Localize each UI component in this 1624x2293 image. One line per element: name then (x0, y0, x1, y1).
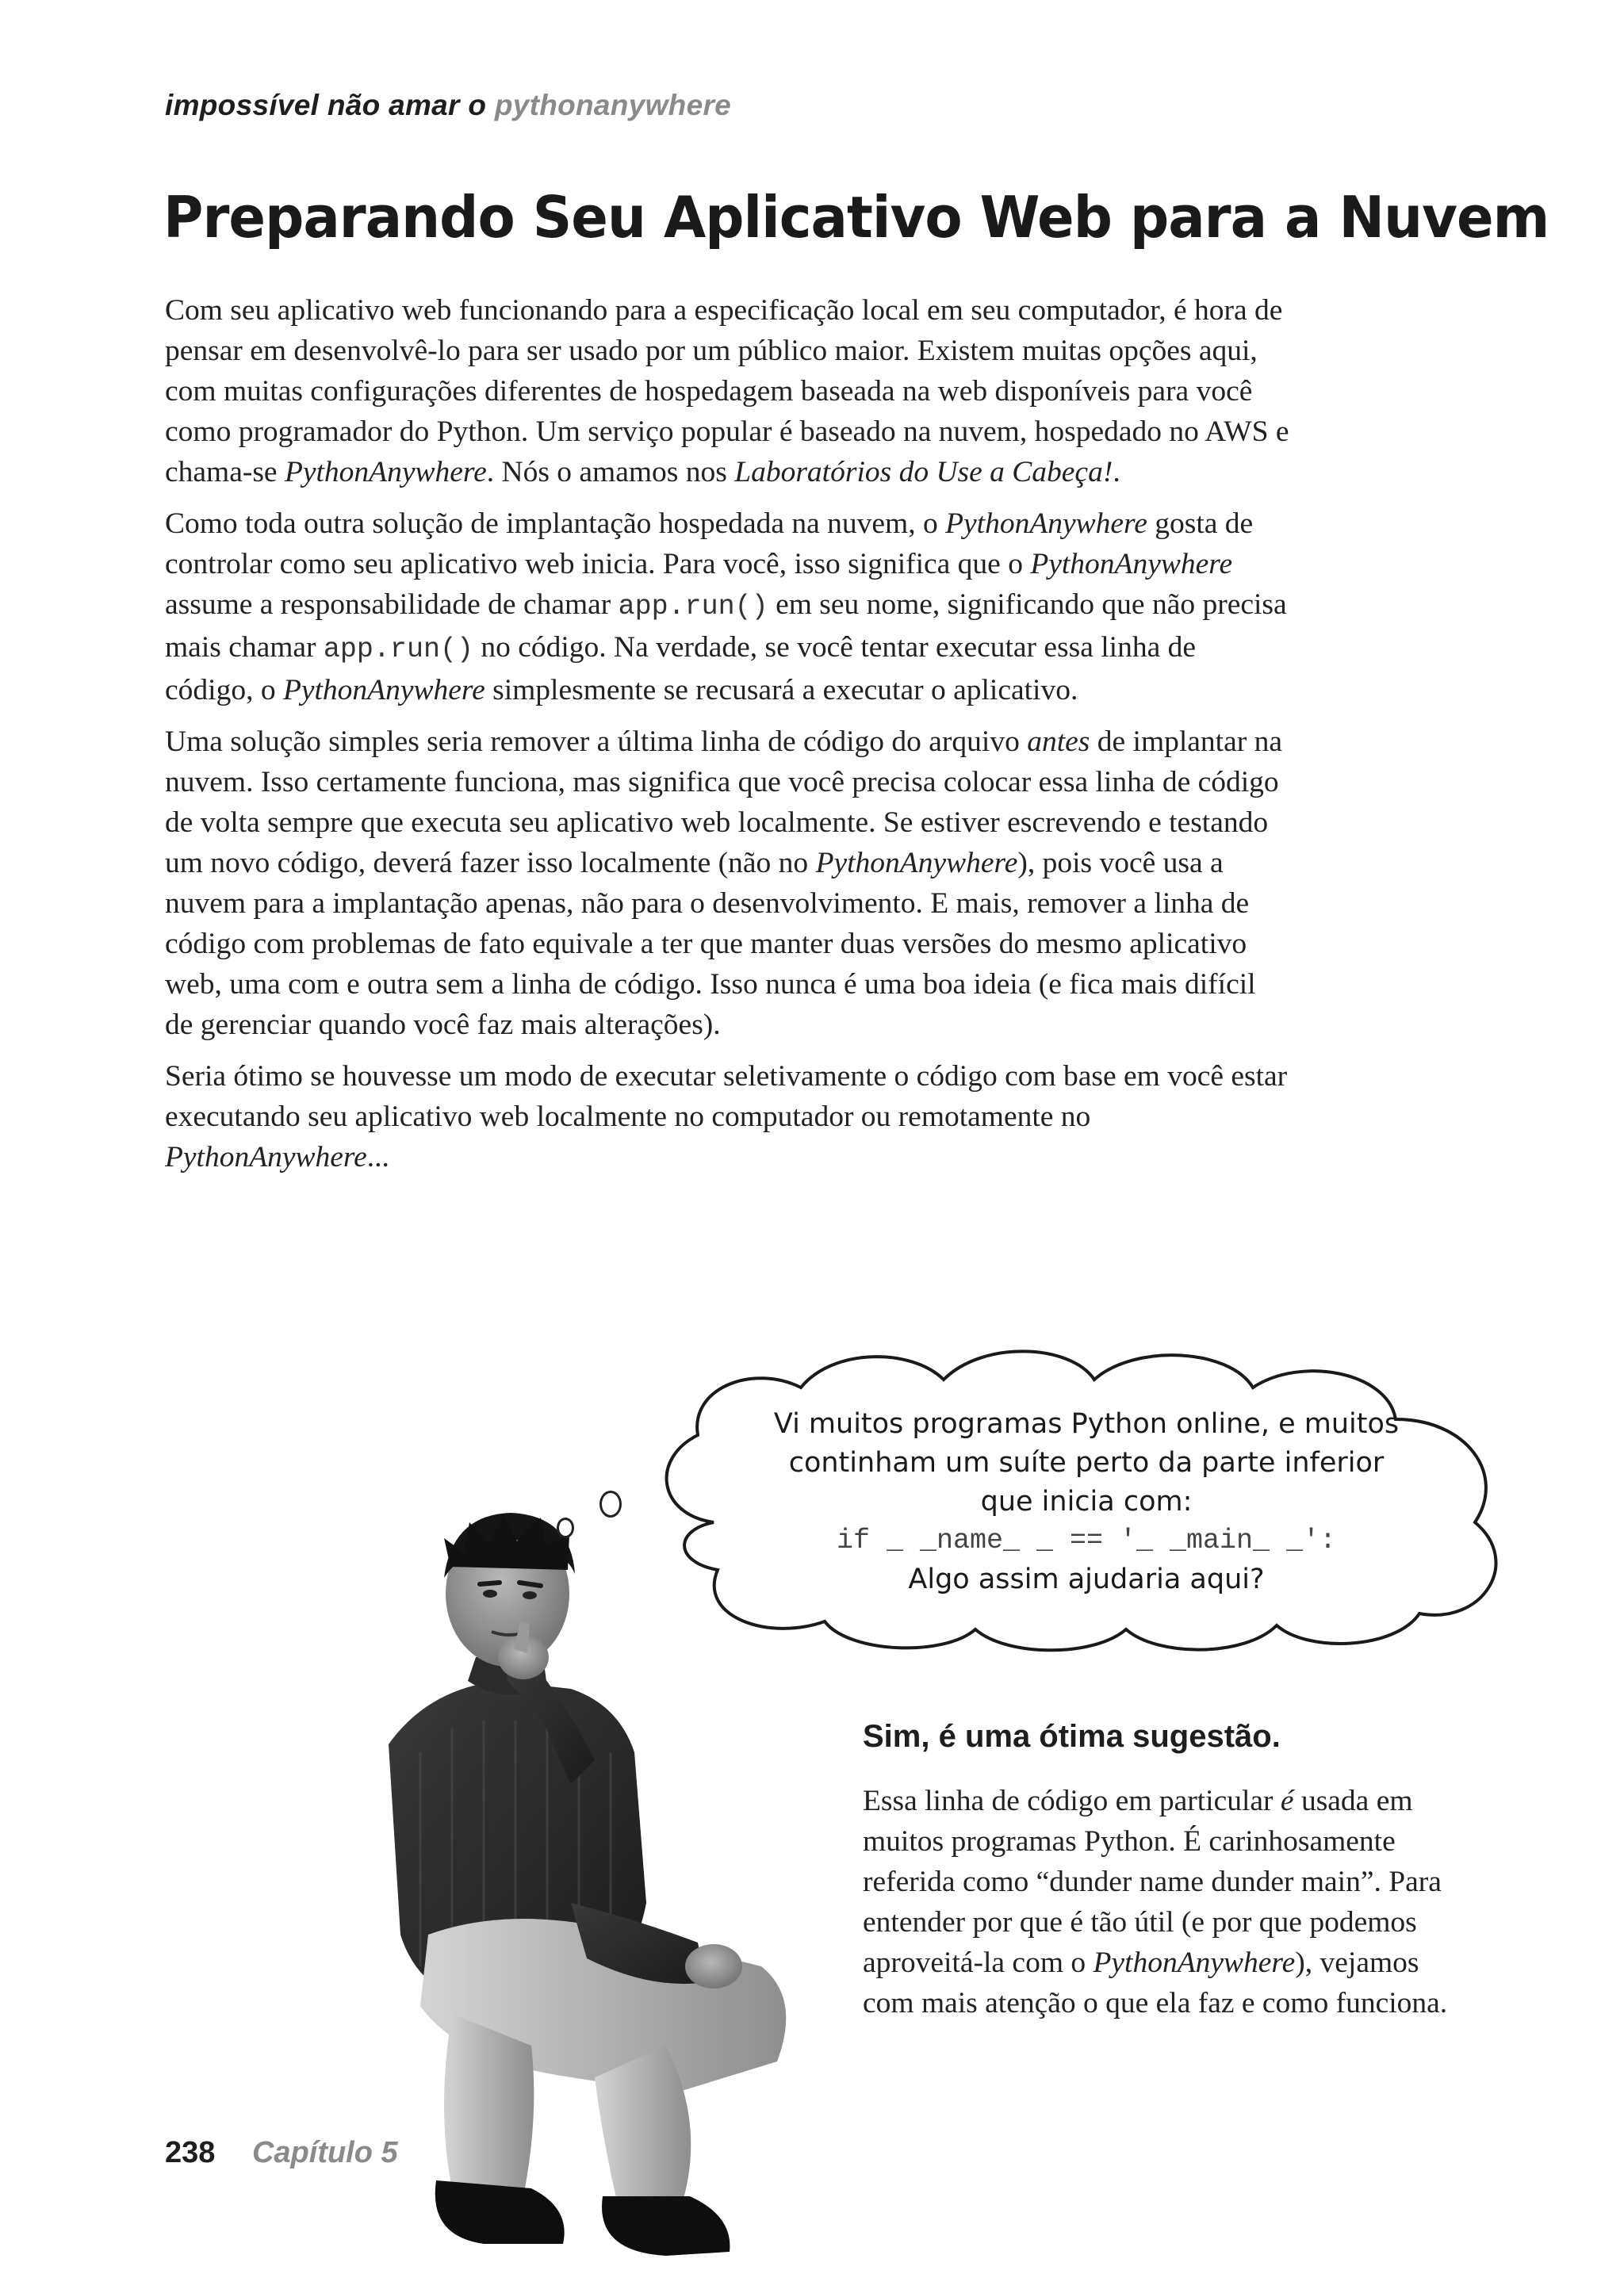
bubble-line: que inicia com: (980, 1486, 1193, 1518)
inline-code: app.run() (618, 591, 768, 622)
paragraph-3 (165, 722, 1289, 1045)
page-title: Preparando Seu Aplicativo Web para a Nuvem (163, 184, 1549, 251)
page-footer (165, 2136, 398, 2170)
text-run: de implantar na nuvem. Isso certamente funciona, mas significa que você precisa colocar essa linha de código de volta sempre que executa seu aplicativo web localmente. Se estiver escrevendo e testando um novo código, deverá fazer isso localmente (não no (165, 725, 1283, 879)
answer-paragraph (863, 1781, 1465, 2023)
text-run: no código. Na verdade, se você tentar executar essa linha de código, o (165, 631, 1197, 706)
emphasis: PythonAnywhere (165, 1141, 367, 1173)
text-run: Uma solução simples seria remover a última linha de código do arquivo (165, 725, 1028, 758)
paragraph-4 (165, 1056, 1289, 1177)
thought-bubble-text (658, 1405, 1515, 1599)
text-run: Como toda outra solução de implantação hospedada na nuvem, o (165, 507, 946, 540)
body-text (165, 290, 1289, 1189)
emphasis: PythonAnywhere (284, 456, 487, 488)
text-run: assume a responsabilidade de chamar (165, 588, 619, 621)
running-head-prefix: impossível não amar o (165, 89, 487, 121)
emphasis: PythonAnywhere (1030, 548, 1233, 580)
thought-bubble-dot-small (557, 1518, 574, 1538)
emphasis: PythonAnywhere (945, 507, 1147, 540)
page-number: 238 (165, 2136, 216, 2169)
emphasis: PythonAnywhere (1093, 1947, 1296, 1979)
emphasis: é (1280, 1785, 1294, 1817)
bubble-code: if _ _name_ _ == '_ _main_ _': (836, 1525, 1337, 1556)
text-run: . Nós o amamos nos (486, 456, 735, 488)
paragraph-2 (165, 503, 1289, 710)
text-run: ), pois você usa a nuvem para a implantação apenas, não para o desenvolvimento. E mais, remover a linha de código com problemas de fato equivale a ter que manter duas versões do mesmo aplicativo web, uma com e outra sem a linha de código. Isso nunca é uma boa ideia (e fica mais difícil de gerenciar quando você faz mais alterações). (165, 847, 1256, 1041)
bubble-line: Algo assim ajudaria aqui? (908, 1564, 1265, 1595)
emphasis: PythonAnywhere (282, 674, 485, 706)
text-run: Essa linha de código em particular (863, 1785, 1281, 1817)
text-run: gosta de controlar como seu aplicativo web inicia. Para você, isso significa que o (165, 507, 1254, 580)
running-head-accent: pythonanywhere (494, 89, 732, 121)
inline-code: app.run() (323, 634, 473, 665)
emphasis: PythonAnywhere (815, 847, 1018, 879)
text-run: Com seu aplicativo web funcionando para a especificação local em seu computador, é hora de pensar em desenvolvê-lo para ser usado por um público maior. Existem muitas opções aqui, com muitas configurações diferentes de hospedagem baseada na web disponíveis para você como programador do Python. Um serviço popular é baseado na nuvem, hospedado no AWS e chama-se (165, 294, 1289, 488)
text-run: ... (366, 1141, 389, 1173)
emphasis: antes (1027, 725, 1090, 758)
emphasis: Laboratórios do Use a Cabeça! (734, 456, 1113, 488)
text-run: ), vejamos com mais atenção o que ela faz e como funciona. (863, 1947, 1448, 2019)
running-head (165, 89, 731, 122)
paragraph-1 (165, 290, 1289, 492)
thought-bubble-dot-large (599, 1491, 622, 1518)
text-run: usada em muitos programas Python. É carinhosamente referida como “dunder name dunder main”. Para entender por que é tão útil (e por que podemos aproveitá-la com o (863, 1785, 1442, 1979)
text-run: simplesmente se recusará a executar o aplicativo. (485, 674, 1078, 706)
answer-heading: Sim, é uma ótima sugestão. (863, 1719, 1281, 1754)
answer-text (863, 1781, 1465, 2023)
text-run: Seria ótimo se houvesse um modo de executar seletivamente o código com base em você estar executando seu aplicativo web localmente no computador ou remotamente no (165, 1060, 1288, 1133)
text-run: em seu nome, significando que não precisa mais chamar (165, 588, 1287, 664)
bubble-line: continham um suíte perto da parte inferior (788, 1447, 1385, 1479)
chapter-label: Capítulo 5 (251, 2136, 398, 2169)
bubble-line: Vi muitos programas Python online, e muitos (773, 1408, 1400, 1440)
text-run: . (1113, 456, 1120, 488)
